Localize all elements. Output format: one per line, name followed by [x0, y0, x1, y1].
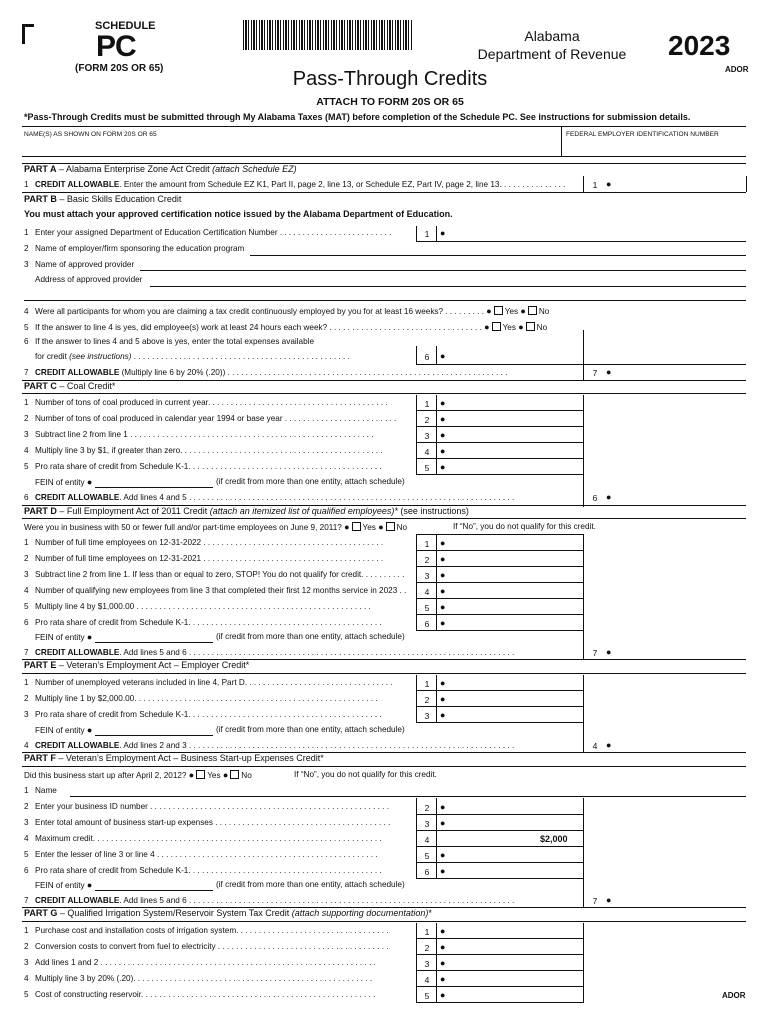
part-f-line-5: 5 Enter the lesser of line 3 or line 4 . . . . . . . . . . . . . . . . . . . . . . . . . . . . . . . . . . . . . . . . . . . . . . . . . [24, 850, 378, 859]
divider [416, 722, 583, 723]
part-f-yes-checkbox[interactable] [196, 770, 205, 779]
divider [416, 954, 583, 955]
divider [583, 534, 584, 660]
box-number: 5 [424, 463, 430, 473]
part-c-title: PART C – Coal Credit* [24, 381, 116, 391]
fein-entity-field[interactable] [95, 735, 213, 736]
part-g-line-4-amount[interactable] [450, 972, 578, 985]
divider [416, 846, 583, 847]
bullet-icon: ● [440, 802, 446, 812]
divider [416, 690, 583, 691]
divider [436, 675, 437, 723]
bullet-icon: ● [440, 678, 446, 688]
part-a-line-1-amount[interactable] [614, 177, 744, 191]
divider [583, 176, 584, 192]
box-number: 4 [424, 447, 430, 457]
part-g-line-5-amount[interactable] [450, 988, 578, 1001]
box-number: 7 [592, 648, 598, 658]
box-number: 3 [424, 819, 430, 829]
divider [140, 270, 746, 271]
bullet-icon: ● [440, 351, 446, 361]
divider [22, 126, 746, 127]
bullet-icon: ● [440, 866, 446, 876]
ador-label: ADOR [725, 65, 749, 74]
divider [416, 706, 583, 707]
divider [416, 566, 583, 567]
box-number: 7 [592, 368, 598, 378]
part-f-line-7-amount[interactable] [614, 893, 744, 907]
part-g-line-2-amount[interactable] [450, 940, 578, 953]
part-e-line-1-amount[interactable] [450, 676, 578, 689]
part-d-line-2-amount[interactable] [450, 552, 578, 565]
part-b-line-5-yes-checkbox[interactable] [492, 322, 501, 331]
divider [416, 534, 583, 535]
tax-year: 2023 [668, 30, 731, 61]
divider [416, 878, 583, 879]
divider [416, 598, 583, 599]
fein-label: FEDERAL EMPLOYER IDENTIFICATION NUMBER [566, 131, 719, 138]
divider [22, 156, 746, 157]
fein-note: (if credit from more than one entity, attach schedule) [216, 725, 405, 734]
box-number: 6 [424, 867, 430, 877]
part-g-line-1: 1 Purchase cost and installation costs of irrigation system. . . . . . . . . . . . . . . . . . . . . . . . . . . . . . . . . . [24, 926, 389, 935]
bullet-icon: ● [440, 974, 446, 984]
corner-mark [22, 24, 34, 44]
bullet-icon: ● [440, 694, 446, 704]
part-g-line-1-amount[interactable] [450, 924, 578, 937]
divider [416, 426, 583, 427]
bullet-icon: ● [440, 538, 446, 548]
part-c-line-4-amount[interactable] [450, 444, 578, 457]
divider [22, 518, 746, 519]
barcode [243, 20, 413, 50]
part-a-line-1: 1 CREDIT ALLOWABLE. Enter the amount from Schedule EZ K1, Part II, page 2, line 13, or Schedule EZ, Part IV, page 2, line 13. . . . . . . . . . . . . . . [24, 180, 566, 189]
part-b-line-1: 1 Enter your assigned Department of Education Certification Number . . . . . . . . . . . . . . . . . . . . . . . . . [24, 228, 392, 237]
bullet-icon: ● [440, 570, 446, 580]
part-b-address-label: Address of approved provider [35, 275, 143, 284]
fein-note: (if credit from more than one entity, attach schedule) [216, 477, 405, 486]
part-c-line-1-amount[interactable] [450, 396, 578, 409]
divider [416, 410, 583, 411]
agency-state: Alabama [524, 28, 580, 44]
box-number: 1 [424, 927, 430, 937]
bullet-icon: ● [606, 740, 612, 750]
box-number: 6 [424, 619, 430, 629]
part-e-line-2: 2 Multiply line 1 by $2,000.00. . . . . . . . . . . . . . . . . . . . . . . . . . . . . . . . . . . . . . . . . . . . . . . . . . . . . . [24, 694, 378, 703]
box-number: 5 [424, 603, 430, 613]
divider [583, 395, 584, 507]
part-e-line-4-amount[interactable] [614, 738, 744, 752]
divider [22, 393, 746, 394]
divider [416, 814, 583, 815]
divider [22, 921, 746, 922]
part-d-line-5-amount[interactable] [450, 600, 578, 613]
part-f-line-3-amount[interactable] [450, 816, 578, 829]
certification-number-field[interactable] [450, 225, 576, 239]
divider [416, 442, 583, 443]
box-number: 2 [424, 695, 430, 705]
part-c-line-4: 4 Multiply line 3 by $1, if greater than zero. . . . . . . . . . . . . . . . . . . . . . . . . . . . . . . . . . . . . . . . . . . . . [24, 446, 383, 455]
bullet-icon: ● [440, 710, 446, 720]
divider [416, 675, 417, 723]
part-b-line-5: 5 If the answer to line 4 is yes, did employee(s) work at least 24 hours each week? . . . . . . . . . . . . . . . . . . . . . . . . . . . . . . . . . . ● Yes ● No [24, 322, 548, 332]
part-g-line-2: 2 Conversion costs to convert from fuel to electricity . . . . . . . . . . . . . . . . . . . . . . . . . . . . . . . . . . . . . . [24, 942, 389, 951]
divider [416, 1002, 583, 1003]
divider [22, 673, 746, 674]
bullet-icon: ● [440, 602, 446, 612]
box-number: 4 [424, 835, 430, 845]
divider [583, 798, 584, 908]
divider [416, 395, 417, 475]
divider [22, 766, 746, 767]
part-b-line-4: 4 Were all participants for whom you are claiming a tax credit continuously employed by you for at least 16 weeks? . . . . . . . . . ● Yes ● No [24, 306, 550, 316]
divider [416, 550, 583, 551]
part-f-title: PART F – Veteran’s Employment Act – Business Start-up Expenses Credit* [24, 753, 324, 763]
part-f-fein: FEIN of entity ● [35, 880, 93, 890]
part-d-fein: FEIN of entity ● [35, 632, 93, 642]
box-number: 1 [424, 229, 430, 239]
divider [416, 458, 583, 459]
divider [561, 126, 562, 156]
part-f-line-4: 4 Maximum credit. . . . . . . . . . . . . . . . . . . . . . . . . . . . . . . . . . . . . . . . . . . . . . . . . . . . . . . . . . . . . . . . [24, 834, 382, 843]
divider [416, 923, 417, 1003]
bullet-icon: ● [440, 446, 446, 456]
bullet-icon: ● [440, 462, 446, 472]
bullet-icon: ● [606, 492, 612, 502]
box-number: 1 [424, 539, 430, 549]
box-number: 1 [592, 180, 598, 190]
divider [416, 970, 583, 971]
box-number: 4 [592, 741, 598, 751]
bullet-icon: ● [606, 895, 612, 905]
part-d-note: If “No”, you do not qualify for this credit. [453, 522, 596, 531]
divider [583, 364, 584, 380]
divider [416, 630, 583, 631]
divider [583, 923, 584, 1003]
part-e-title: PART E – Veteran’s Employment Act – Employer Credit* [24, 660, 250, 670]
part-f-line-2-amount[interactable] [450, 800, 578, 813]
part-g-title: PART G – Qualified Irrigation System/Reservoir System Tax Credit (attach supporting documentation)* [24, 908, 432, 918]
bullet-icon: ● [440, 818, 446, 828]
bullet-icon: ● [440, 228, 446, 238]
bullet-icon: ● [440, 942, 446, 952]
bullet-icon: ● [440, 990, 446, 1000]
divider [436, 226, 437, 241]
divider [436, 346, 437, 364]
part-b-line-7-amount[interactable] [614, 365, 744, 379]
business-name-field[interactable] [75, 784, 745, 796]
box-number: 2 [424, 415, 430, 425]
part-b-line-4-yes-checkbox[interactable] [494, 306, 503, 315]
form-reference: (FORM 20S OR 65) [75, 63, 164, 74]
part-b-line-6-amount[interactable] [450, 349, 578, 363]
names-label: NAME(S) AS SHOWN ON FORM 20S OR 65 [24, 131, 157, 138]
part-b-must-attach: You must attach your approved certification notice issued by the Alabama Department of Education. [24, 209, 453, 219]
divider [150, 286, 746, 287]
divider [22, 192, 746, 193]
box-number: 3 [424, 431, 430, 441]
part-c-line-2: 2 Number of tons of coal produced in calendar year 1994 or base year . . . . . . . . . . . . . . . . . . . . . . . . . [24, 414, 397, 423]
attach-instruction: ATTACH TO FORM 20S OR 65 [316, 96, 464, 108]
part-f-line-6-amount[interactable] [450, 864, 578, 877]
part-c-line-5-amount[interactable] [450, 460, 578, 473]
part-f-line-1: 1 Name [24, 786, 57, 795]
footer-ador: ADOR [722, 991, 746, 1000]
box-number: 1 [424, 679, 430, 689]
part-b-line-5-no-checkbox[interactable] [526, 322, 535, 331]
part-g-line-3: 3 Add lines 1 and 2 . . . . . . . . . . . . . . . . . . . . . . . . . . . . . . . . . . . . . . . . . . . . . . . . . . . . . . . . . . . . . [24, 958, 376, 967]
fein-entity-field[interactable] [95, 487, 213, 488]
submission-notice: *Pass-Through Credits must be submitted through My Alabama Taxes (MAT) before completion of the Schedule PC. See instructions for submission details. [24, 112, 691, 122]
part-f-line-5-amount[interactable] [450, 848, 578, 861]
divider [416, 830, 583, 831]
part-d-line-1-amount[interactable] [450, 536, 578, 549]
part-g-line-5: 5 Cost of constructing reservoir. . . . . . . . . . . . . . . . . . . . . . . . . . . . . . . . . . . . . . . . . . . . . . . . . . . . [24, 990, 376, 999]
part-e-line-2-amount[interactable] [450, 692, 578, 705]
maximum-credit-value: $2,000 [540, 834, 568, 844]
part-c-line-5: 5 Pro rata share of credit from Schedule K-1. . . . . . . . . . . . . . . . . . . . . . . . . . . . . . . . . . . . . . . . . . . [24, 462, 382, 471]
schedule-label: SCHEDULE [95, 20, 156, 32]
part-b-line-3: 3 Name of approved provider [24, 260, 135, 269]
part-f-line-6: 6 Pro rata share of credit from Schedule K-1. . . . . . . . . . . . . . . . . . . . . . . . . . . . . . . . . . . . . . . . . . . [24, 866, 382, 875]
part-f-line-2: 2 Enter your business ID number . . . . . . . . . . . . . . . . . . . . . . . . . . . . . . . . . . . . . . . . . . . . . . . . . . . . . [24, 802, 389, 811]
part-d-line-1: 1 Number of full time employees on 12-31-2022 . . . . . . . . . . . . . . . . . . . . . . . . . . . . . . . . . . . . . . . . [24, 538, 384, 547]
part-b-line-7: 7 CREDIT ALLOWABLE (Multiply line 6 by 20% (.20)) . . . . . . . . . . . . . . . . . . . . . . . . . . . . . . . . . . . . . . . . . . . . . . . . . . . . . . . . . . . . . . [24, 368, 508, 377]
part-c-line-1: 1 Number of tons of coal produced in current year. . . . . . . . . . . . . . . . . . . . . . . . . . . . . . . . . . . . . . . . [24, 398, 388, 407]
divider [70, 796, 746, 797]
bullet-icon: ● [606, 647, 612, 657]
box-number: 2 [424, 555, 430, 565]
part-c-line-6: 6 CREDIT ALLOWABLE. Add lines 4 and 5 . . . . . . . . . . . . . . . . . . . . . . . . . . . . . . . . . . . . . . . . . . . . . . . . . . . . . . . . . . . . . . . . . . . . . . . . [24, 493, 515, 502]
part-f-question: Did this business start up after April 2, 2012? ● Yes ● No [24, 770, 252, 780]
part-b-title: PART B – Basic Skills Education Credit [24, 194, 182, 204]
divider [22, 380, 746, 381]
box-number: 3 [424, 711, 430, 721]
part-d-no-checkbox[interactable] [386, 522, 395, 531]
part-c-line-6-amount[interactable] [614, 490, 744, 504]
part-c-fein: FEIN of entity ● [35, 477, 93, 487]
box-number: 6 [424, 352, 430, 362]
fein-entity-field[interactable] [95, 642, 213, 643]
part-a-title: PART A – Alabama Enterprise Zone Act Credit (attach Schedule EZ) [24, 164, 297, 174]
fein-note: (if credit from more than one entity, attach schedule) [216, 632, 405, 641]
part-c-line-3: 3 Subtract line 2 from line 1 . . . . . . . . . . . . . . . . . . . . . . . . . . . . . . . . . . . . . . . . . . . . . . . . . . . . . . [24, 430, 374, 439]
divider [416, 986, 583, 987]
part-e-line-3: 3 Pro rata share of credit from Schedule K-1. . . . . . . . . . . . . . . . . . . . . . . . . . . . . . . . . . . . . . . . . . . [24, 710, 382, 719]
divider [416, 474, 583, 475]
divider [416, 862, 583, 863]
part-d-line-7: 7 CREDIT ALLOWABLE. Add lines 5 and 6 . . . . . . . . . . . . . . . . . . . . . . . . . . . . . . . . . . . . . . . . . . . . . . . . . . . . . . . . . . . . . . . . . . . . . . . . [24, 648, 515, 657]
part-d-line-7-amount[interactable] [614, 645, 744, 659]
divider [436, 798, 437, 878]
bullet-icon: ● [440, 414, 446, 424]
box-number: 3 [424, 571, 430, 581]
part-d-line-2: 2 Number of full time employees on 12-31-2021 . . . . . . . . . . . . . . . . . . . . . . . . . . . . . . . . . . . . . . . . [24, 554, 384, 563]
fein-field[interactable] [566, 140, 744, 154]
provider-name-field[interactable] [150, 258, 745, 270]
box-number: 6 [592, 493, 598, 503]
divider [436, 923, 437, 1003]
part-g-line-4: 4 Multiply line 3 by 20% (.20). . . . . . . . . . . . . . . . . . . . . . . . . . . . . . . . . . . . . . . . . . . . . . . . . . . . . [24, 974, 373, 983]
part-d-yes-checkbox[interactable] [352, 522, 361, 531]
box-number: 7 [592, 896, 598, 906]
bullet-icon: ● [440, 850, 446, 860]
part-b-line-4-no-checkbox[interactable] [528, 306, 537, 315]
part-e-line-3-amount[interactable] [450, 708, 578, 721]
page-title: Pass-Through Credits [292, 68, 488, 90]
box-number: 5 [424, 991, 430, 1001]
box-number: 2 [424, 803, 430, 813]
part-e-fein: FEIN of entity ● [35, 725, 93, 735]
box-number: 4 [424, 587, 430, 597]
bullet-icon: ● [440, 430, 446, 440]
part-b-line-6b: for credit (see instructions) . . . . . . . . . . . . . . . . . . . . . . . . . . . . . . . . . . . . . . . . . . . . . . . . [35, 352, 350, 361]
divider [416, 798, 417, 878]
part-d-line-3-amount[interactable] [450, 568, 578, 581]
part-c-line-2-amount[interactable] [450, 412, 578, 425]
part-d-question: Were you in business with 50 or fewer full and/or part-time employees on June 9, 2011? ● Yes ● No [24, 522, 408, 532]
agency-department: Department of Revenue [477, 46, 627, 62]
divider [416, 938, 583, 939]
bullet-icon: ● [440, 958, 446, 968]
bullet-icon: ● [440, 398, 446, 408]
divider [416, 226, 417, 241]
employer-name-field[interactable] [255, 242, 745, 254]
box-number: 3 [424, 959, 430, 969]
bullet-icon: ● [440, 618, 446, 628]
part-d-line-6-amount[interactable] [450, 616, 578, 629]
part-f-line-7: 7 CREDIT ALLOWABLE. Add lines 5 and 6 . . . . . . . . . . . . . . . . . . . . . . . . . . . . . . . . . . . . . . . . . . . . . . . . . . . . . . . . . . . . . . . . . . . . . . . . [24, 896, 515, 905]
part-b-line-2: 2 Name of employer/firm sponsoring the education program [24, 244, 245, 253]
divider [24, 300, 746, 301]
fein-entity-field[interactable] [95, 890, 213, 891]
part-d-line-5: 5 Multiply line 4 by $1,000.00 . . . . . . . . . . . . . . . . . . . . . . . . . . . . . . . . . . . . . . . . . . . . . . . . . . . . [24, 602, 371, 611]
part-g-line-3-amount[interactable] [450, 956, 578, 969]
part-d-line-3: 3 Subtract line 2 from line 1. If less than or equal to zero, STOP! You do not qualify for credit. . . . . . . . . . [24, 570, 405, 579]
divider [583, 330, 584, 364]
divider [250, 255, 746, 256]
part-d-line-6: 6 Pro rata share of credit from Schedule K-1. . . . . . . . . . . . . . . . . . . . . . . . . . . . . . . . . . . . . . . . . . . [24, 618, 382, 627]
part-e-line-4: 4 CREDIT ALLOWABLE. Add lines 2 and 3 . . . . . . . . . . . . . . . . . . . . . . . . . . . . . . . . . . . . . . . . . . . . . . . . . . . . . . . . . . . . . . . . . . . . . . . . [24, 741, 515, 750]
part-d-title: PART D – Full Employment Act of 2011 Credit (attach an itemized list of qualified employees)* (see instructions) [24, 506, 469, 516]
divider [416, 614, 583, 615]
names-field[interactable] [24, 140, 554, 154]
divider [583, 675, 584, 753]
part-e-line-1: 1 Number of unemployed veterans included in line 4, Part D. . . . . . . . . . . . . . . . . . . . . . . . . . . . . . . . . [24, 678, 393, 687]
schedule-code: PC [96, 30, 136, 63]
box-number: 5 [424, 851, 430, 861]
divider [746, 176, 747, 192]
part-f-line-3: 3 Enter total amount of business start-up expenses . . . . . . . . . . . . . . . . . . . . . . . . . . . . . . . . . . . . . . . [24, 818, 391, 827]
box-number: 4 [424, 975, 430, 985]
divider [416, 346, 417, 364]
bullet-icon: ● [606, 367, 612, 377]
bullet-icon: ● [440, 554, 446, 564]
bullet-icon: ● [606, 179, 612, 189]
bullet-icon: ● [440, 586, 446, 596]
part-f-no-checkbox[interactable] [230, 770, 239, 779]
part-b-line-6: 6 If the answer to lines 4 and 5 above is yes, enter the total expenses available [24, 337, 315, 346]
part-c-line-3-amount[interactable] [450, 428, 578, 441]
divider [416, 582, 583, 583]
bullet-icon: ● [440, 926, 446, 936]
part-d-line-4-amount[interactable] [450, 584, 578, 597]
box-number: 2 [424, 943, 430, 953]
part-d-line-4: 4 Number of qualifying new employees from line 3 that completed their first 12 months service in 2023 . . [24, 586, 407, 595]
fein-note: (if credit from more than one entity, attach schedule) [216, 880, 405, 889]
divider [436, 395, 437, 475]
provider-address-field[interactable] [160, 273, 745, 285]
part-f-note: If “No”, you do not qualify for this credit. [294, 770, 437, 779]
box-number: 1 [424, 399, 430, 409]
